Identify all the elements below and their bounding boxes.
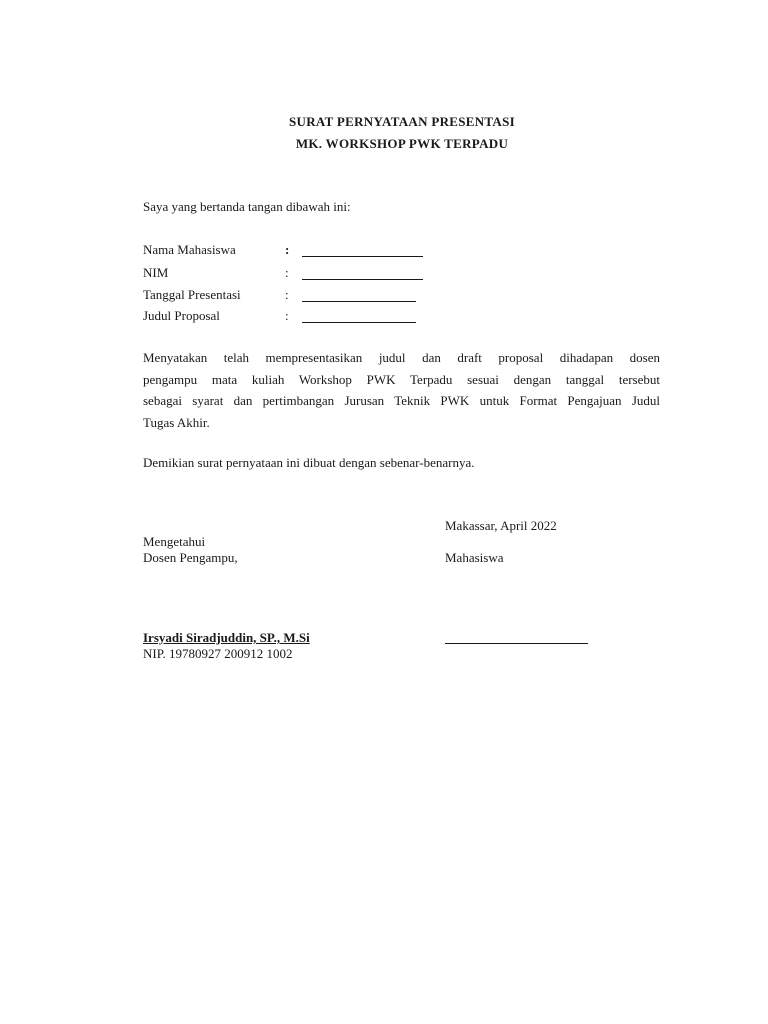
- field-colon: :: [285, 265, 289, 280]
- fill-in-line: [302, 279, 423, 280]
- lecturer-role: Dosen Pengampu,: [143, 550, 238, 565]
- closing-text: Demikian surat pernyataan ini dibuat dengan sebenar-benarnya.: [143, 455, 475, 470]
- field-colon: :: [285, 242, 290, 257]
- place-date: Makassar, April 2022: [445, 518, 557, 533]
- field-colon: :: [285, 308, 289, 323]
- document-subtitle: MK. WORKSHOP PWK TERPADU: [295, 136, 509, 151]
- lecturer-name: Irsyadi Siradjuddin, SP., M.Si: [143, 630, 310, 645]
- lecturer-nip: NIP. 19780927 200912 1002: [143, 646, 293, 661]
- fill-in-line: [302, 322, 416, 323]
- field-colon: :: [285, 287, 289, 302]
- statement-paragraph: [143, 347, 660, 433]
- student-role: Mahasiswa: [445, 550, 504, 565]
- statement-line: Tugas Akhir.: [143, 414, 210, 430]
- fill-in-line: [302, 301, 416, 302]
- field-tanggal-presentasi: [143, 287, 443, 305]
- statement-line: sebagai syarat dan pertimbangan Jurusan Teknik PWK untuk Format Pengajuan Judul: [143, 393, 660, 408]
- field-nim: [143, 265, 443, 283]
- statement-line: pengampu mata kuliah Workshop PWK Terpadu sesuai dengan tanggal tersebut: [143, 371, 660, 387]
- field-label: NIM: [143, 265, 169, 280]
- field-label: Judul Proposal: [143, 308, 220, 323]
- document-title: SURAT PERNYATAAN PRESENTASI: [288, 114, 515, 129]
- statement-line: Menyatakan telah mempresentasikan judul dan draft proposal dihadapan dosen: [143, 350, 660, 365]
- field-judul-proposal: [143, 308, 443, 326]
- fill-in-line: [302, 256, 423, 257]
- field-label: Nama Mahasiswa: [143, 242, 236, 257]
- acknowledged-label: Mengetahui: [143, 534, 206, 549]
- field-nama-mahasiswa: [143, 242, 443, 260]
- intro-text: Saya yang bertanda tangan dibawah ini:: [143, 199, 351, 214]
- field-label: Tanggal Presentasi: [143, 287, 241, 302]
- student-signature-line: [445, 643, 588, 644]
